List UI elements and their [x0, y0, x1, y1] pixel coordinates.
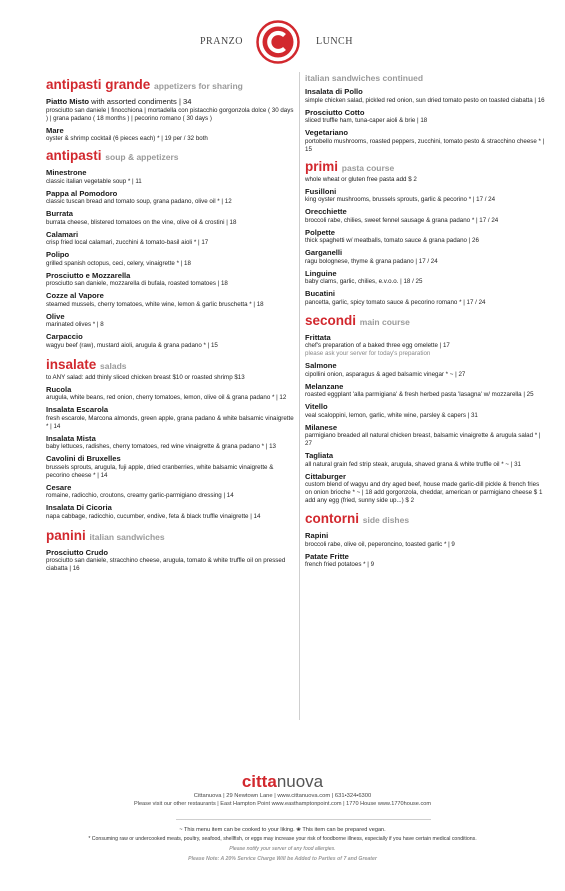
menu-item: Pappa al Pomodoro classic tuscan bread and tomato soup, grana padano, olive oil * | 12 [46, 188, 232, 205]
section-note: whole wheat or gluten free pasta add $ 2 [305, 175, 417, 183]
menu-item: Vitello veal scaloppini, lemon, garlic, white wine, parsley & capers | 31 [305, 402, 478, 419]
column-divider [299, 72, 300, 720]
menu-item: Calamari crisp fried local calamari, zucchini & tomato-basil aioli * | 17 [46, 229, 209, 246]
footer-divider [176, 819, 431, 820]
menu-item: Patate Fritte french fried potatoes * | 9 [305, 551, 375, 568]
section-title-insalate: insalate salads [46, 356, 127, 372]
menu-item: Prosciutto Cotto sliced truffle ham, tuna-caper aioli & brie | 18 [305, 107, 428, 124]
menu-item: Insalata Di Cicoria napa cabbage, radicchio, cucumber, endive, feta & black truffle vinaigrette | 14 [46, 503, 261, 520]
menu-item: Frittata chef's preparation of a baked three egg omelette | 17 please ask your server for today's preparation [305, 332, 450, 357]
section-title-antipasti-grande: antipasti grande appetizers for sharing [46, 77, 243, 92]
menu-item: Prosciutto Crudo prosciutto san daniele, stracchino cheese, arugula, tomato & white truffle oil on pressed ciabatta | 16 [46, 547, 286, 572]
brand-logo: cittanuova [241, 772, 324, 791]
menu-item: Piatto Misto with assorted condiments | 34 prosciutto san daniele | finocchiona | mortadella con pistacchio gorgonzola dolce ( 30 days ) | grana padano ( 18 months ) | pecorino romano ( 30 days ) [46, 97, 294, 122]
menu-item: Linguine baby clams, garlic, chilies, e.v.o.o. | 18 / 25 [305, 268, 423, 285]
menu-item: Prosciutto e Mozzarella prosciutto san daniele, mozzarella di bufala, roasted tomatoes | 18 [46, 270, 228, 287]
menu-item: Bucatini pancetta, garlic, spicy tomato sauce & pecorino romano * | 17 / 24 [305, 289, 486, 306]
menu-item: Burrata burrata cheese, blistered tomatoes on the vine, olive oil & crostini | 18 [46, 209, 237, 226]
menu-item: Fusilloni king oyster mushrooms, brussels sprouts, garlic & pecorino * | 17 / 24 [305, 186, 496, 203]
menu-item: Minestrone classic italian vegetable soup * | 11 [46, 168, 142, 185]
menu-item: Polipo grilled spanish octopus, ceci, celery, vinaigrette * | 18 [46, 250, 191, 267]
section-title-panini-continued: italian sandwiches continued [305, 73, 424, 83]
service-charge-note: Please Note: A 20% Service Charge Will be Added to Parties of 7 and Greater [188, 856, 377, 862]
menu-item: Olive marinated olives * | 8 [46, 311, 104, 328]
c-circle-logo-icon [255, 20, 301, 64]
menu-item: Tagliata all natural grain fed strip steak, arugula, shaved grana & white truffle oil * ~ | 31 [305, 451, 521, 468]
menu-item: Cittaburger custom blend of wagyu and dry aged beef, house made garlic-dill pickle & french fries on onion brioche * ~ | 18 add gorgonzola, cheddar, american or parmigiano cheese $ 1 add any egg (fried, sunny side up...) $ 2 [305, 471, 543, 504]
menu-item: Insalata di Pollo simple chicken salad, pickled red onion, sun dried tomato pesto on toasted ciabatta | 16 [305, 87, 545, 104]
section-title-primi: primi pasta course [305, 158, 395, 174]
menu-item: Carpaccio wagyu beef (raw), mustard aioli, arugula & grana padano * | 15 [46, 332, 218, 349]
section-title-secondi: secondi main course [305, 312, 410, 328]
menu-item: Cavolini di Bruxelles brussels sprouts, arugula, fuji apple, dried cranberries, white balsamic vinaigrette & pecorino cheese * | 14 [46, 454, 274, 479]
menu-footer [0, 772, 565, 808]
menu-item: Garganelli ragu bolognese, thyme & grana padano | 17 / 24 [305, 248, 438, 265]
section-title-panini: panini italian sandwiches [46, 527, 165, 543]
header-right-word: LUNCH [316, 36, 353, 47]
legal-notes [0, 826, 565, 864]
address-line: Cittanuova | 29 Newtown Lane | www.cittanuova.com | 631•324•6300 [193, 793, 372, 799]
legend-line: ~ This menu item can be cooked to your liking. ❀ This item can be prepared vegan. [179, 827, 386, 833]
right-column [305, 73, 545, 569]
menu-item: Cesare romaine, radicchio, croutons, creamy garlic-parmigiano dressing | 14 [46, 482, 234, 499]
menu-item: Salmone cipollini onion, asparagus & aged balsamic vinegar * ~ | 27 [305, 361, 466, 378]
menu-item: Melanzane roasted eggplant 'alla parmigiana' & fresh herbed pasta 'lasagna' w/ mozzarella | 25 [305, 381, 534, 398]
menu-item: Rucola arugula, white beans, red onion, cherry tomatoes, lemon, olive oil & grana padano * | 12 [46, 384, 287, 401]
allergy-note: Please notify your server of any food allergies. [229, 846, 336, 852]
section-title-antipasti: antipasti soup & appetizers [46, 148, 179, 163]
menu-item: Cozze al Vapore steamed mussels, cherry tomatoes, white wine, lemon & garlic bruschetta * | 18 [46, 291, 264, 308]
other-restaurants-line: Please visit our other restaurants | East Hampton Point www.easthamptonpoint.com | 1770 House www.1770house.com [133, 801, 432, 807]
menu-item: Rapini broccoli rabe, olive oil, peperoncino, toasted garlic * | 9 [305, 531, 455, 548]
menu-header [0, 20, 565, 64]
section-note: to ANY salad: add thinly sliced chicken breast $10 or roasted shrimp $13 [46, 373, 245, 381]
menu-item: Milanese parmigiano breaded all natural chicken breast, balsamic vinaigrette & arugula salad * | 27 [305, 422, 541, 447]
menu-item: Vegetariano portobello mushrooms, roasted peppers, zucchini, tomato pesto & stracchino cheese * | 15 [305, 128, 545, 153]
header-left-word: PRANZO [200, 36, 244, 47]
left-column [46, 73, 296, 573]
menu-item: Orecchiette broccoli rabe, chilies, sweet fennel sausage & grana padano * | 17 / 24 [305, 207, 499, 224]
consumption-warning: * Consuming raw or undercooked meats, poultry, seafood, shellfish, or eggs may increase your risk of foodborne illness, especially if you have certain medical conditions. [88, 836, 477, 842]
section-title-contorni: contorni side dishes [305, 511, 410, 526]
menu-item: Insalata Escarola fresh escarole, Marcona almonds, green apple, grana padano & white balsamic vinaigrette * | 14 [46, 405, 294, 430]
menu-item: Mare oyster & shrimp cocktail (6 pieces each) * | 19 per / 32 both [46, 125, 208, 142]
menu-item: Insalata Mista baby lettuces, radishes, cherry tomatoes, red wine vinaigrette & grana padano * | 13 [46, 433, 276, 450]
menu-item: Polpette thick spaghetti w/ meatballs, tomato sauce & grana padano | 26 [305, 227, 479, 244]
